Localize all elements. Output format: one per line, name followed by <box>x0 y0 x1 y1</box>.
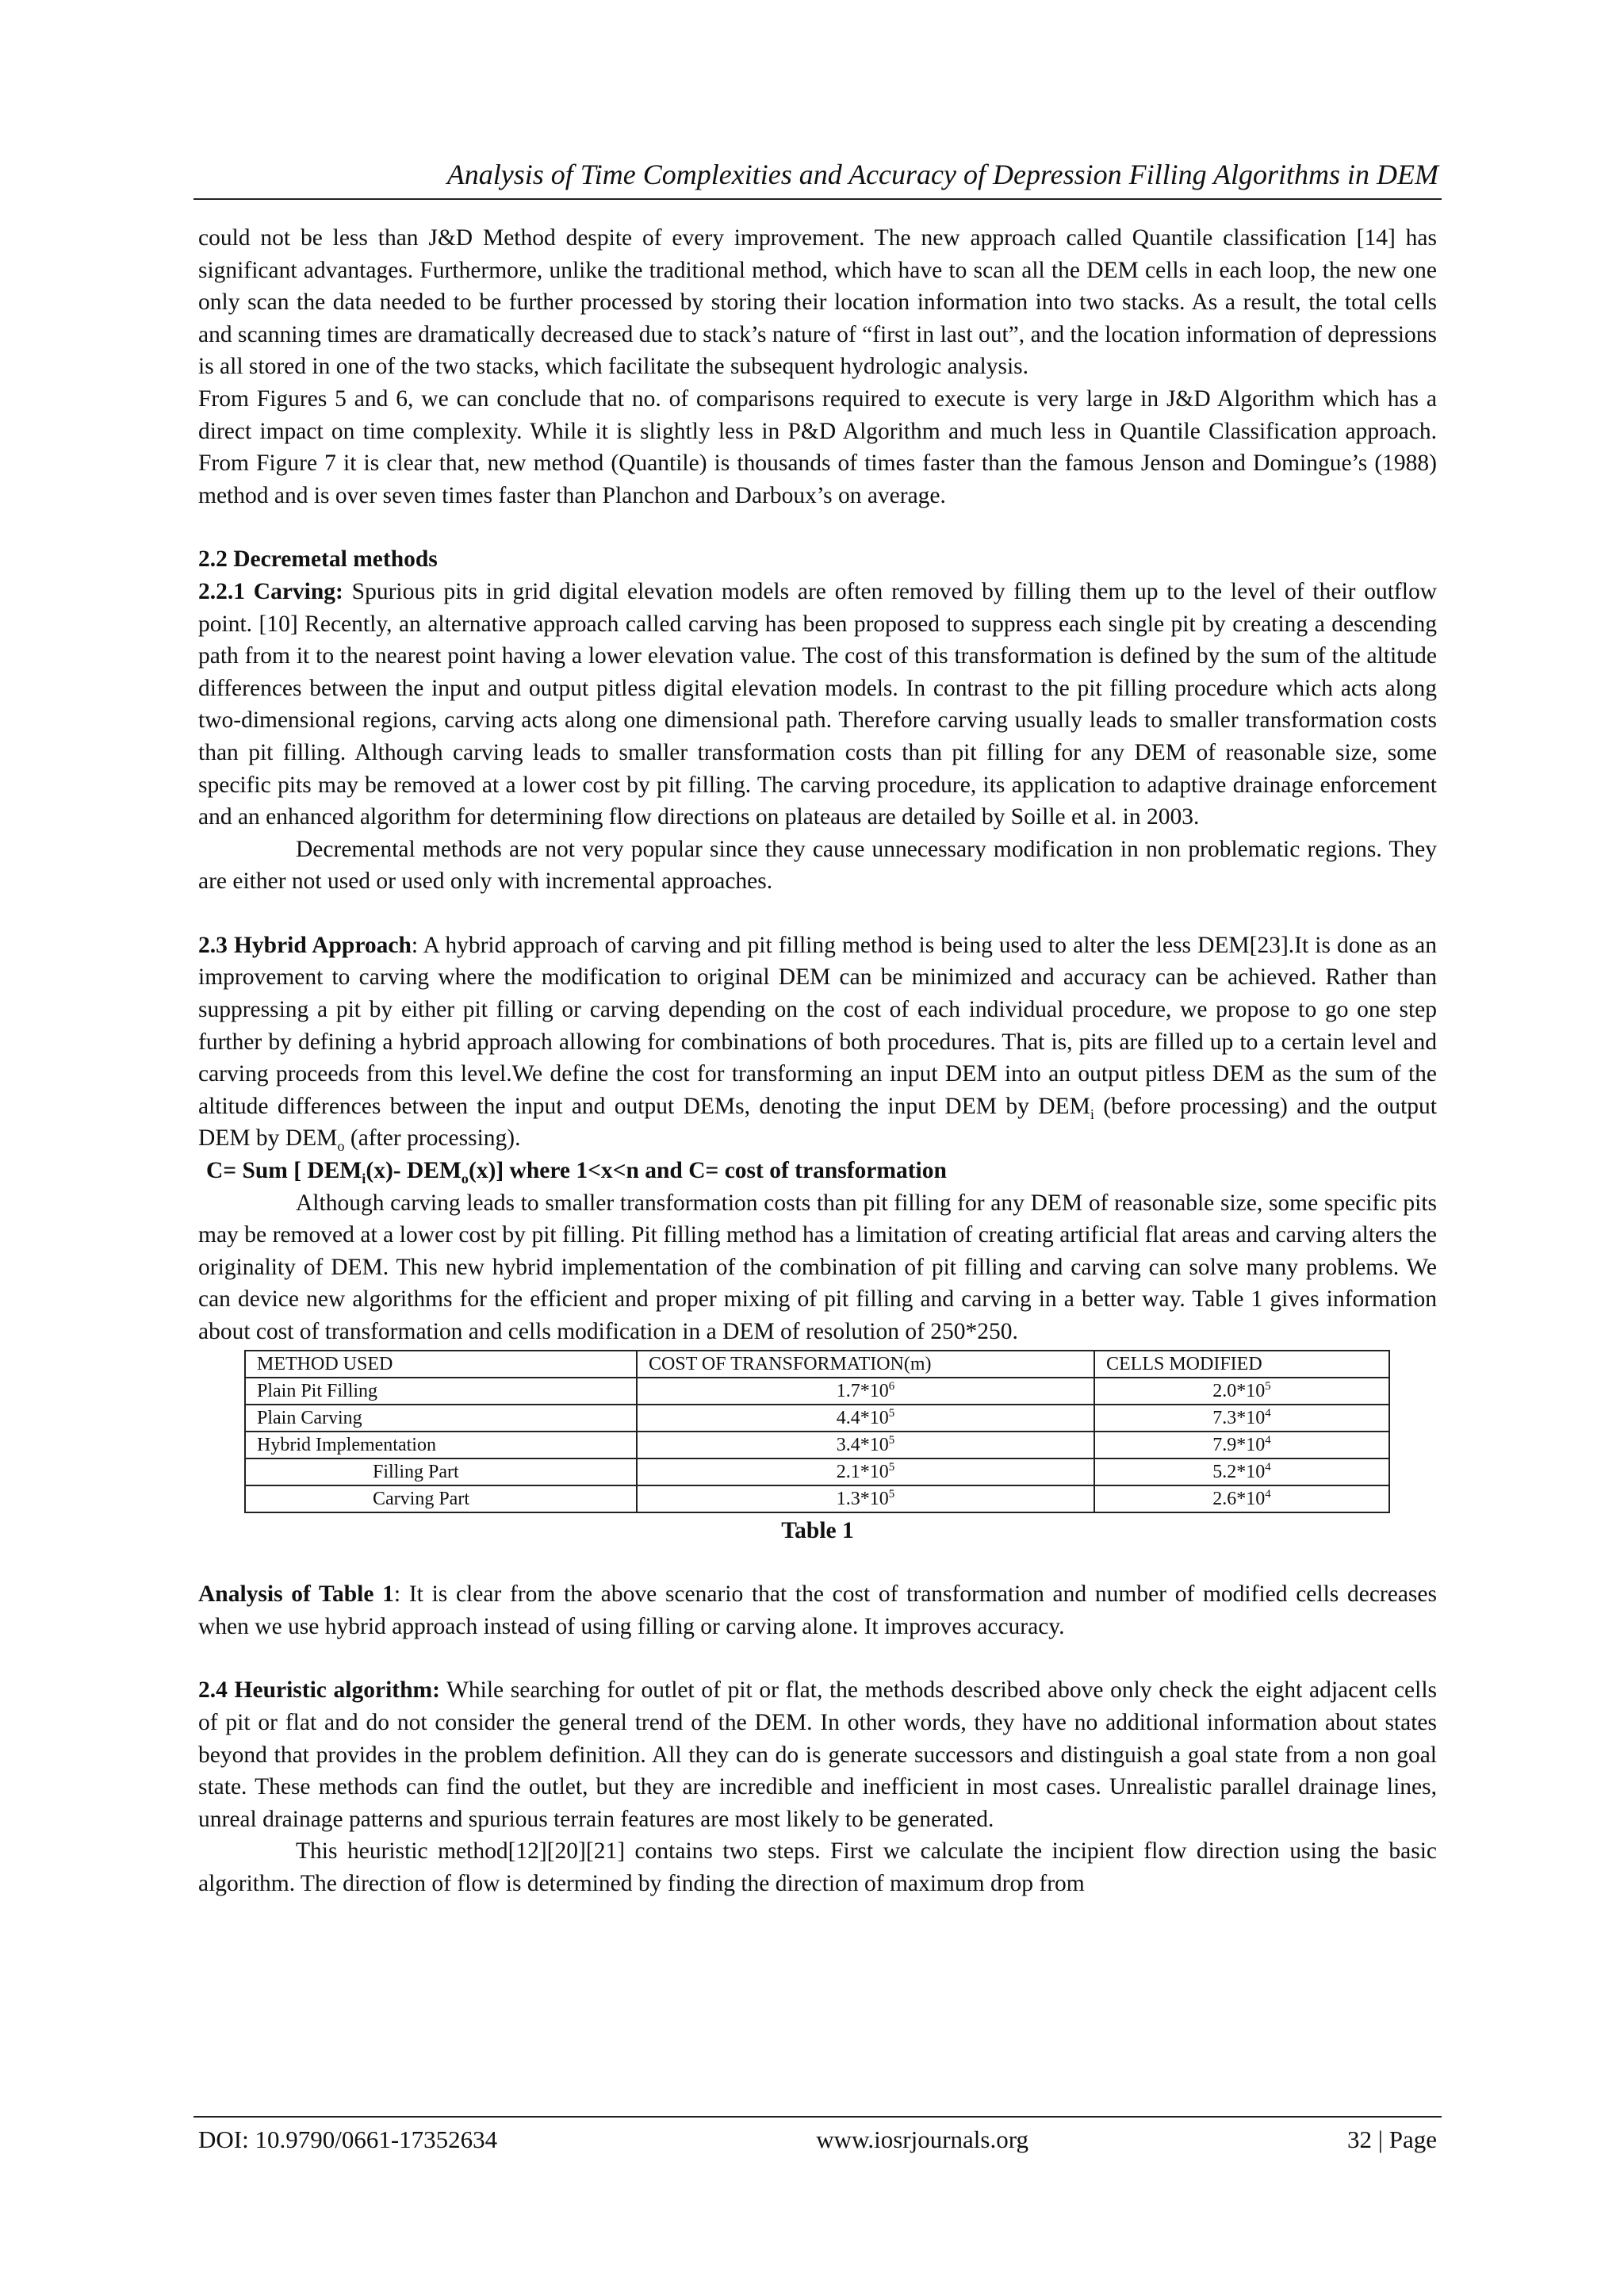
table-cell-method: Carving Part <box>245 1485 637 1512</box>
paragraph-decremental: Decremental methods are not very popular since they cause unnecessary modification in non problematic regions. They are either not used or used only with incremental approaches. <box>198 836 1437 895</box>
section-heading-2-3: 2.3 Hybrid Approach <box>198 932 412 958</box>
paragraph-analysis: Analysis of Table 1: It is clear from the above scenario that the cost of transformation and number of modified cells decreases when we use hybrid approach instead of using filling or carving alone. It improves accuracy. <box>198 1581 1437 1639</box>
paragraph-hybrid: 2.3 Hybrid Approach: A hybrid approach of carving and pit filling method is being used to alter the less DEM[23].It is done as an improvement to carving where the modification to original DEM can be minimized and accuracy can be achieved. Rather than suppressing a pit by either pit filling or carving depending on the cost of each individual procedure, we propose to go one step further by defining a hybrid approach allowing for combinations of both procedures. That is, pits are filled up to a certain level and carving proceeds from this level.We define the cost for transforming an input DEM into an output pitless DEM as the sum of the altitude differences between the input and output DEMs, denoting the input DEM by $DEM_i$ (before processing) and the output DEM by $DEM_o$ (after processing). <box>198 932 1437 1155</box>
footer-website: www.iosrjournals.org <box>816 2125 1028 2153</box>
table-row <box>245 1378 1389 1405</box>
table-cell-cost: $2.1*10^5$ <box>637 1458 1094 1485</box>
table-row <box>245 1405 1389 1432</box>
table-cell-method: Hybrid Implementation <box>245 1432 637 1458</box>
analysis-label: Analysis of Table 1 <box>198 1581 394 1608</box>
paragraph-figures: From Figures 5 and 6, we can conclude that no. of comparisons required to execute is very large in J&D Algorithm which has a direct impact on time complexity. While it is slightly less in P&D Algorithm and much less in Quantile Classification approach. From Figure 7 it is clear that, new method (Quantile) is thousands of times faster than the famous Jenson and Domingue’s (1988) method and is over seven times faster than Planchon and Darboux’s on average. <box>198 385 1437 508</box>
subsection-heading-2-2-1: 2.2.1 Carving: <box>198 578 343 604</box>
table-cell-cells: $2.0*10^5$ <box>1094 1378 1389 1405</box>
table-cell-cost: $1.7*10^6$ <box>637 1378 1094 1405</box>
section-heading-2-2: 2.2 Decremetal methods <box>198 546 438 573</box>
paragraph-quantile: could not be less than J&D Method despite of every improvement. The new approach called Quantile classification [14] has significant advantages. Furthermore, unlike the traditional method, which have to scan all the DEM cells in each loop, the new one only scan the data needed to be further processed by storing their location information into two stacks. As a result, the total cells and scanning times are dramatically decreased due to stack’s nature of “first in last out”, and the location information of depressions is all stored in one of the two stacks, which facilitate the subsequent hydrologic analysis. <box>198 225 1437 380</box>
table-row <box>245 1432 1389 1458</box>
table-cell-method: Plain Pit Filling <box>245 1378 637 1405</box>
table-header: CELLS MODIFIED <box>1094 1351 1389 1378</box>
cost-formula: C= Sum [ $DEM_i(x)-$ $DEM_o(x)$] where 1<x<n and C= cost of transformation <box>206 1158 947 1186</box>
paragraph-heuristic-steps: This heuristic method[12][20][21] contains two steps. First we calculate the incipient flow direction using the basic algorithm. The direction of flow is determined by finding the direction of maximum drop from <box>198 1838 1437 1896</box>
table-header: METHOD USED <box>245 1351 637 1378</box>
paragraph-although: Although carving leads to smaller transformation costs than pit filling for any DEM of reasonable size, some specific pits may be removed at a lower cost by pit filling. Pit filling method has a limitation of creating artificial flat areas and carving alters the originality of DEM. This new hybrid implementation of the combination of pit filling and carving can solve many problems. We can device new algorithms for the efficient and proper mixing of pit filling and carving in a better way. Table 1 gives information about cost of transformation and cells modification in a DEM of resolution of 250*250. <box>198 1190 1437 1344</box>
table-1 <box>244 1350 1390 1513</box>
table-header-row <box>245 1351 1389 1378</box>
table-cell-cells: $7.3*10^4$ <box>1094 1405 1389 1432</box>
table-caption: Table 1 <box>781 1517 854 1543</box>
table-cell-cells: $2.6*10^4$ <box>1094 1485 1389 1512</box>
section-heading-2-4: 2.4 Heuristic algorithm: <box>198 1677 440 1704</box>
table-cell-cost: $1.3*10^5$ <box>637 1485 1094 1512</box>
running-header: Analysis of Time Complexities and Accuracy of Depression Filling Algorithms in DEM <box>193 152 1442 200</box>
paragraph-heuristic: 2.4 Heuristic algorithm: While searching for outlet of pit or flat, the methods described above only check the eight adjacent cells of pit or flat and do not consider the general trend of the DEM. In other words, they have no additional information about states beyond that provides in the problem definition. All they can do is generate successors and distinguish a goal state from a non goal state. These methods can find the outlet, but they are incredible and inefficient in most cases. Unrealistic parallel drainage lines, unreal drainage patterns and spurious terrain features are most likely to be generated. <box>198 1677 1437 1832</box>
table-cell-cost: $3.4*10^5$ <box>637 1432 1094 1458</box>
table-cell-cells: $7.9*10^4$ <box>1094 1432 1389 1458</box>
paragraph-carving: 2.2.1 Carving: Spurious pits in grid digital elevation models are often removed by filling them up to the level of their outflow point. [10] Recently, an alternative approach called carving has been proposed to suppress each single pit by creating a descending path from it to the nearest point having a lower elevation value. The cost of this transformation is defined by the sum of the altitude differences between the input and output pitless digital elevation models. In contrast to the pit filling procedure which acts along two-dimensional regions, carving acts along one dimensional path. Therefore carving usually leads to smaller transformation costs than pit filling. Although carving leads to smaller transformation costs than pit filling for any DEM of reasonable size, some specific pits may be removed at a lower cost by pit filling. The carving procedure, its application to adaptive drainage enforcement and an enhanced algorithm for determining flow directions on plateaus are detailed by Soille et al. in 2003. <box>198 578 1437 830</box>
table-header: COST OF TRANSFORMATION(m) <box>637 1351 1094 1378</box>
page-body <box>198 222 1437 1900</box>
table-cell-method: Filling Part <box>245 1458 637 1485</box>
table-row <box>245 1485 1389 1512</box>
table-cell-cost: $4.4*10^5$ <box>637 1405 1094 1432</box>
table-cell-cells: $5.2*10^4$ <box>1094 1458 1389 1485</box>
table-cell-method: Plain Carving <box>245 1405 637 1432</box>
table-row <box>245 1458 1389 1485</box>
footer-doi: DOI: 10.9790/0661-17352634 <box>198 2125 498 2153</box>
page-footer <box>193 2116 1442 2159</box>
footer-page-number: 32 | Page <box>1347 2125 1437 2153</box>
